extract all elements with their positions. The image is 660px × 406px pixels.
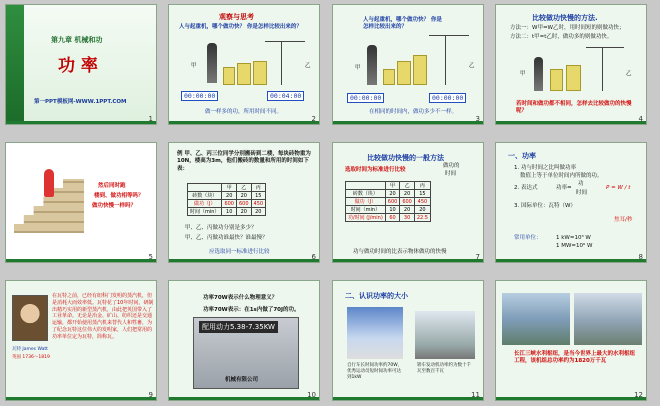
table-cell: 功/时间 (J/min)	[346, 214, 386, 222]
table-header-cell	[188, 184, 222, 192]
table-cell: 做功（J）	[346, 198, 386, 206]
crane-jib	[429, 35, 469, 36]
slide-thumbnail-9[interactable]	[5, 280, 157, 401]
label-yi: 乙	[305, 63, 311, 69]
slide-thumbnail-3[interactable]	[332, 4, 484, 125]
slide-bottom-bar	[496, 397, 646, 400]
slide-title: 观察与思考	[219, 13, 254, 21]
slide-title: 比较做功快慢的一般方法	[367, 154, 444, 162]
column-head-bottom: 时间	[445, 171, 457, 177]
slide-subtitle: 选取时间为标准进行比较	[345, 167, 406, 173]
label-yi: 乙	[626, 71, 632, 77]
table-cell: 20	[385, 190, 400, 198]
slide-number: 6	[311, 253, 316, 261]
slide-number: 11	[471, 391, 480, 399]
slide-bottom-bar	[333, 397, 483, 400]
brick-table	[187, 183, 266, 216]
table-header-cell: 乙	[236, 184, 251, 192]
slide-bottom-bar	[333, 259, 483, 262]
slide-number: 5	[148, 253, 153, 261]
slide-bottom-bar	[169, 397, 319, 400]
table-cell: 30	[400, 214, 415, 222]
timer-left: 00:00:00	[347, 93, 384, 103]
question-2: 甲、乙、丙做功谁最快？谁最慢？	[185, 235, 268, 241]
slide-title: 二、认识功率的大小	[345, 292, 408, 300]
label-yi: 乙	[469, 63, 475, 69]
table-cell: 20	[400, 206, 415, 214]
nameplate-power-label: 配用动力5.38-7.35KW	[199, 321, 278, 333]
table-cell: 60	[385, 214, 400, 222]
slide-thumbnail-10[interactable]	[168, 280, 320, 401]
table-header-cell: 丙	[414, 182, 430, 190]
table-cell: 时间（min）	[188, 208, 222, 216]
slide-accent-bar	[6, 5, 24, 124]
crane-jib	[265, 41, 305, 42]
table-cell: 450	[414, 198, 430, 206]
dam-photo-2	[574, 293, 642, 345]
dam-caption: 长江三峡水利枢纽，是当今世界上最大的水利枢纽工程，该机组总功率约为1820万千瓦	[514, 351, 636, 365]
slide-main-title: 功 率	[58, 56, 98, 76]
formula-den: 时间	[576, 190, 588, 196]
formula-word: 功率=	[556, 185, 572, 191]
formula-symbol: P = W / t	[606, 185, 631, 191]
comparison-table	[345, 181, 431, 222]
crane-tower	[281, 41, 282, 85]
question-line-2: 楼到、做功相等吗？	[94, 193, 144, 199]
slide-bottom-bar	[496, 259, 646, 262]
label-jia: 甲	[355, 65, 361, 71]
slide-thumbnail-4[interactable]	[495, 4, 647, 125]
slide-number: 2	[311, 115, 316, 123]
definition-1b: 数值上等于单位时间内所做的功。	[520, 173, 603, 179]
slide-bottom-bar	[6, 259, 156, 262]
cyclist-photo	[347, 307, 403, 359]
crane-tower	[602, 47, 603, 91]
slide-title: 一、功率	[508, 152, 536, 160]
table-cell: 20	[222, 192, 237, 200]
table-cell: 15	[414, 190, 430, 198]
building-3	[413, 55, 427, 85]
table-cell: 600	[222, 200, 237, 208]
slide-thumbnail-12[interactable]	[495, 280, 647, 401]
slide-thumbnail-6[interactable]	[168, 142, 320, 263]
table-header-cell: 乙	[400, 182, 415, 190]
table-cell: 砖数（块）	[188, 192, 222, 200]
slide-title: 比较做功快慢的方法.	[532, 14, 598, 22]
method-one: 方法一：W甲=W乙时，用时间短的则做功快；	[510, 25, 625, 31]
table-cell: 20	[236, 192, 251, 200]
table-cell: 做功（J）	[188, 200, 222, 208]
slide-question: 功率70W表示什么物理意义？	[203, 295, 278, 301]
slide-bottom-bar	[169, 259, 319, 262]
slide-caption: 做一样多的功，所用时间不同。	[205, 109, 283, 115]
table-cell: 600	[236, 200, 251, 208]
definition-1: 1. 功与时间之比叫做功率	[514, 165, 576, 171]
slide-thumbnail-11[interactable]	[332, 280, 484, 401]
slide-question: 人与起重机，哪个做功快？ 你是怎样比较出来的？	[179, 24, 302, 30]
question-line-1: 然后同时跑	[98, 183, 126, 189]
definition-2: 2. 表达式	[514, 185, 538, 191]
table-cell: 时间（min）	[346, 206, 386, 214]
slide-bottom-bar	[496, 121, 646, 124]
crane-jib	[586, 47, 624, 48]
worker-figure	[207, 43, 217, 83]
car-caption: 轿车发动机功率约为数十千瓦至数百千瓦	[417, 363, 471, 375]
slide-bottom-bar	[333, 121, 483, 124]
table-cell: 10	[222, 208, 237, 216]
table-cell: 20	[251, 208, 266, 216]
table-cell: 600	[385, 198, 400, 206]
table-header-cell: 丙	[251, 184, 266, 192]
slide-answer: 功率70W表示：在1s内做了70J的功。	[203, 307, 300, 313]
crane-tower	[445, 35, 446, 85]
label-jia: 甲	[520, 71, 526, 77]
watt-bio: 在瓦特之前，已经有纽科门发明的蒸汽机，但是消耗大而效率低。瓦特花了10年时间，研制出精巧实用的新型蒸汽机，由此把英国带入了工业革命。无论是冶金、矿山、纺织还是交通运输，都开始使用蒸汽机来替代人和牲畜，为了纪念瓦特这位伟大的发明家，人们把常用的功率单位定为瓦特，简称瓦。	[52, 293, 154, 340]
slide-thumbnail-5[interactable]	[5, 142, 157, 263]
worker-figure	[534, 57, 543, 91]
slide-bottom-bar	[169, 121, 319, 124]
slide-caption: 应选取同一标准进行比较	[209, 249, 270, 255]
common-units-label: 常用单位：	[514, 235, 542, 241]
table-cell: 600	[400, 198, 415, 206]
slide-bottom-bar	[6, 121, 156, 124]
slide-caption: 在相同的时间内，做功多少不一样。	[369, 109, 458, 115]
watt-years: 英国 1736～1819	[12, 355, 50, 360]
nameplate-company: 机械有限公司	[225, 377, 259, 383]
building-3	[253, 61, 267, 85]
building-1	[383, 69, 395, 85]
formula-num: 功	[578, 181, 584, 187]
table-cell: 20	[414, 206, 430, 214]
watt-name: 瓦特 James Watt	[12, 347, 48, 352]
building-2	[566, 65, 581, 91]
table-header-cell: 甲	[385, 182, 400, 190]
slide-number: 4	[638, 115, 643, 123]
watt-portrait	[12, 295, 48, 341]
table-cell: 15	[251, 192, 266, 200]
example-intro: 例 甲、乙、丙三位同学分别搬砖到二楼，每块砖物重为10N，楼高为3m，他们搬砖的数量和所用的时间如下表：	[177, 151, 311, 172]
slide-question: 若时间和做功都不相同，怎样去比较做功的快慢呢？	[516, 101, 632, 115]
slide-number: 10	[307, 391, 316, 399]
table-cell: 20	[400, 190, 415, 198]
slide-footer: 第一PPT模板网-WWW.1PPT.COM	[34, 99, 127, 105]
cyclist-caption: 自行车长时间功率约70W，优秀运动员短时间功率可达到1kW	[347, 363, 403, 381]
slide-number: 7	[475, 253, 480, 261]
slide-title: 第九章 机械和功	[51, 36, 103, 44]
definition-3: 3. 国际单位：瓦特（W）	[514, 203, 576, 209]
dam-photo-1	[502, 293, 570, 345]
building-2	[397, 61, 411, 85]
table-cell: 20	[236, 208, 251, 216]
worker-figure	[367, 45, 377, 85]
question-line-3: 做功快慢一样吗？	[92, 203, 137, 209]
slide-thumbnail-1[interactable]	[5, 4, 157, 125]
column-head-top: 做功的	[443, 163, 460, 169]
car-photo	[415, 311, 475, 359]
building-1	[223, 67, 235, 85]
slide-number: 12	[634, 391, 643, 399]
unit-note: 焦耳/秒	[614, 217, 633, 223]
slide-bottom-bar	[6, 397, 156, 400]
slide-number: 1	[148, 115, 153, 123]
slide-thumbnail-7[interactable]	[332, 142, 484, 263]
unit-kw: 1 kW=10³ W	[556, 235, 591, 241]
table-header-cell	[346, 182, 386, 190]
slide-thumbnail-8[interactable]	[495, 142, 647, 263]
slide-caption: 功与做功时间的比表示物体做功的快慢	[353, 249, 447, 255]
timer-right: 00:00:00	[429, 93, 466, 103]
slide-thumbnail-2[interactable]	[168, 4, 320, 125]
table-cell: 450	[251, 200, 266, 208]
slide-number: 8	[638, 253, 643, 261]
person-figure	[44, 169, 54, 197]
table-cell: 22.5	[414, 214, 430, 222]
slide-number: 9	[148, 391, 153, 399]
table-header-cell: 甲	[222, 184, 237, 192]
table-cell: 砖数（块）	[346, 190, 386, 198]
table-cell: 10	[385, 206, 400, 214]
building-1	[550, 69, 563, 91]
timer-left: 00:00:00	[181, 91, 218, 101]
slide-number: 3	[475, 115, 480, 123]
question-1: 甲、乙、丙做功分别是多少？	[185, 225, 257, 231]
slide-question: 人与起重机，哪个做功快？ 你是怎样比较出来的？	[363, 17, 442, 31]
building-2	[237, 63, 251, 85]
label-jia: 甲	[191, 63, 197, 69]
timer-right: 00:04:00	[267, 91, 304, 101]
unit-mw: 1 MW=10⁶ W	[556, 243, 593, 249]
method-two: 方法二：t甲=t乙时，做功多的则做功快。	[510, 34, 613, 40]
